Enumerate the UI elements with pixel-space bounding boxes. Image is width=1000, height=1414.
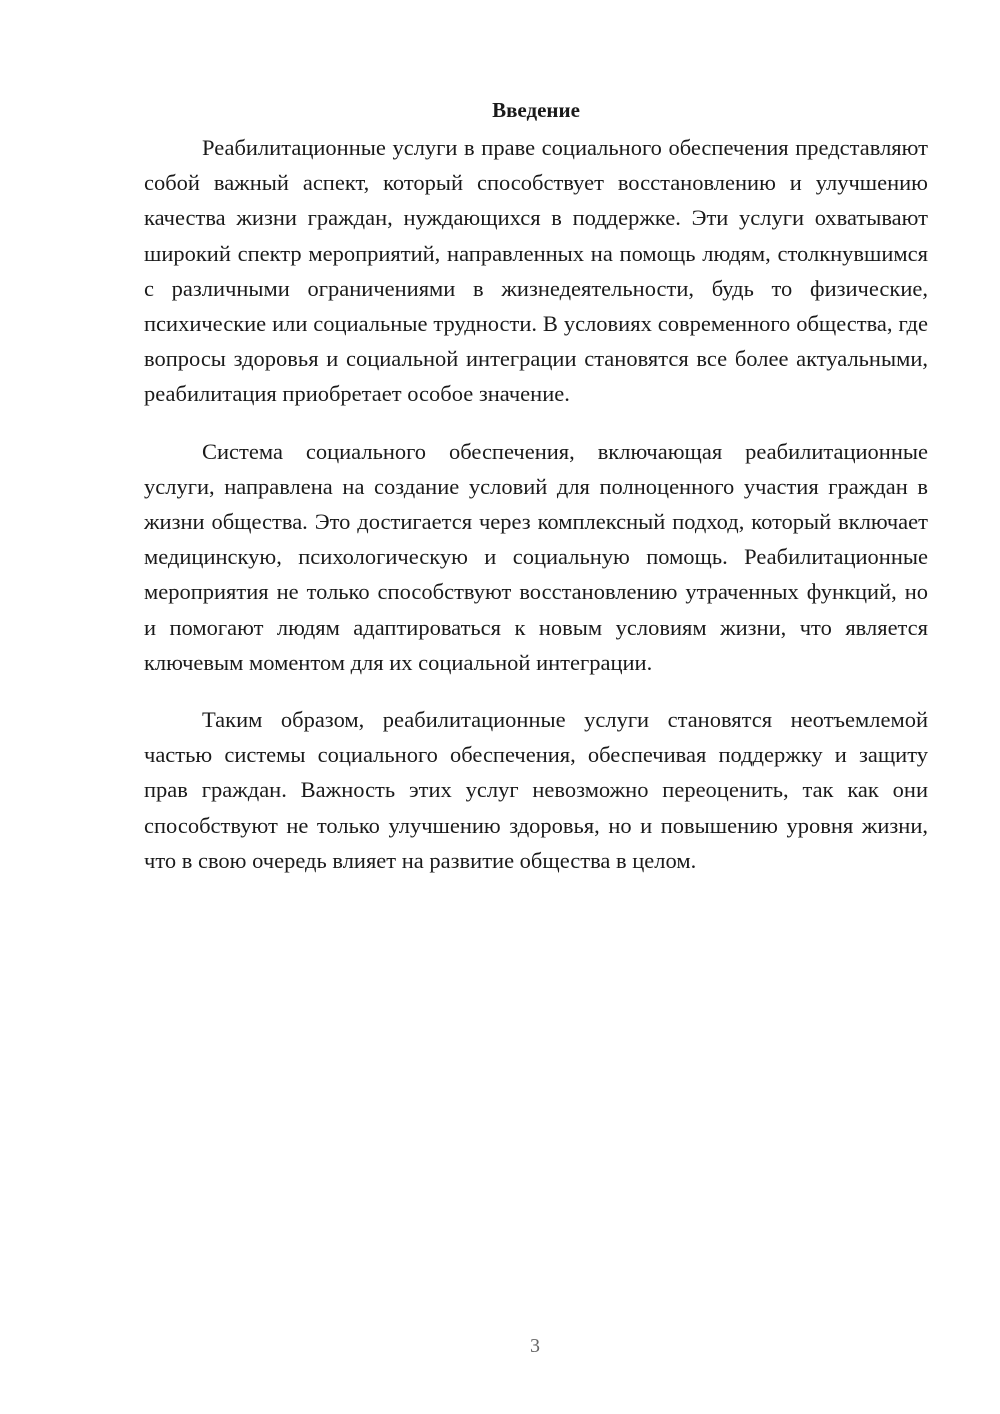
section-heading: Введение <box>492 98 580 122</box>
paragraph-1: Реабилитационные услуги в праве социального обеспечения представляют собой важный аспект, который способствует восстановлению и улучшению качества жизни граждан, нуждающихся в поддержке. Эти услуги охватывают широкий спектр мероприятий, направленных на помощь людям, столкнувшимся с различными ограничениями в жизнедеятельности, будь то физические, психические или социальные трудности. В условиях современного общества, где вопросы здоровья и социальной интеграции становятся все более актуальными, реабилитация приобретает особое значение. <box>144 135 928 407</box>
paragraph-3: Таким образом, реабилитационные услуги становятся неотъемлемой частью системы социального обеспечения, обеспечивая поддержку и защиту прав граждан. Важность этих услуг невозможно переоценить, так как они способствуют не только улучшению здоровья, но и повышению уровня жизни, что в свою очередь влияет на развитие общества в целом. <box>144 707 928 873</box>
paragraph-2: Система социального обеспечения, включающая реабилитационные услуги, направлена на создание условий для полноценного участия граждан в жизни общества. Это достигается через комплексный подход, который включает медицинскую, психологическую и социальную помощь. Реабилитационные мероприятия не только способствуют восстановлению утраченных функций, но и помогают людям адаптироваться к новым условиям жизни, что является ключевым моментом для их социальной интеграции. <box>144 438 928 675</box>
page-number: 3 <box>530 1335 540 1357</box>
page-content <box>144 96 928 900</box>
